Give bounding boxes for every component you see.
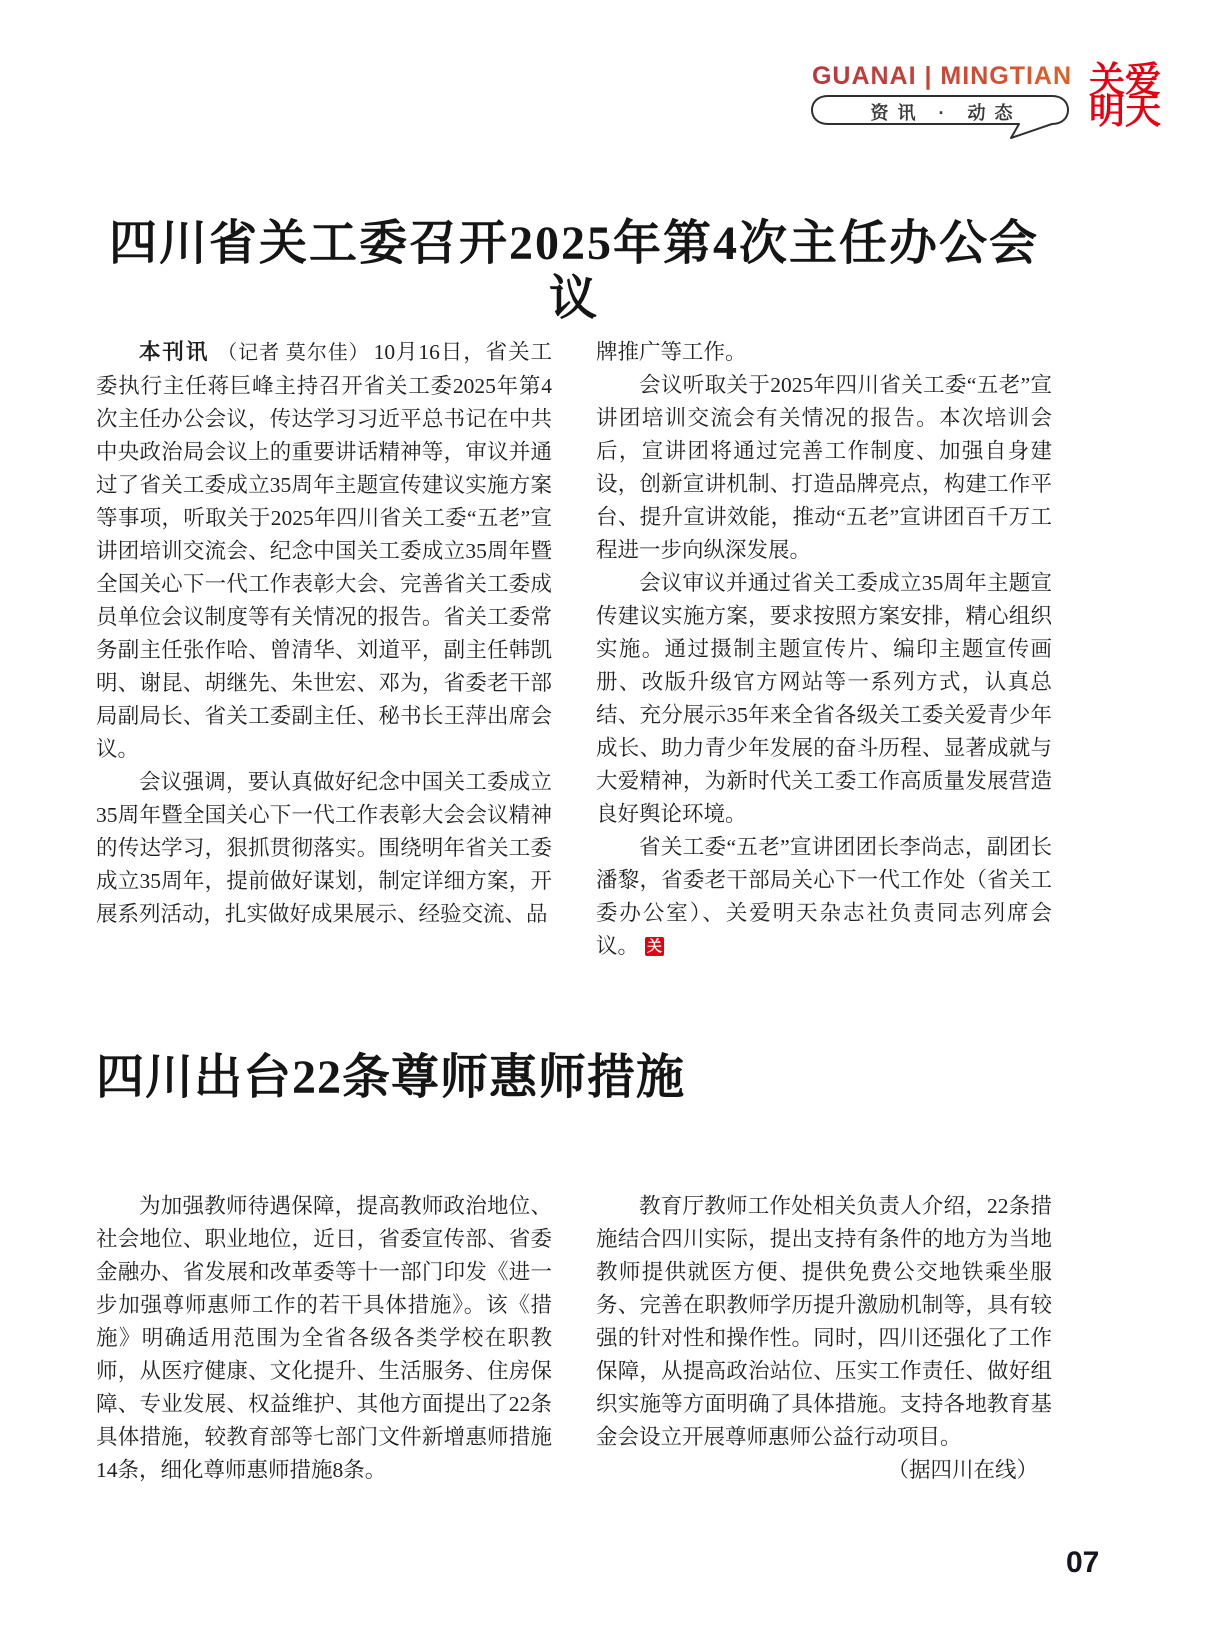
paragraph-text: 10月16日，省关工委执行主任蒋巨峰主持召开省关工委2025年第4次主任办公会议，传达学习习近平总书记在中共中央政治局会议上的重要讲话精神等，审议并通过了省关工委成立35周年主题宣传建议实施方案等事项，听取关于2025年四川省关工委“五老”宣讲团培训交流会、纪念中国关工委成立35周年暨全国关心下一代工作表彰大会、完善省关工委成员单位会议制度等有关情况的报告。省关工委常务副主任张作哈、曾清华、刘道平，副主任韩凯明、谢昆、胡继先、朱世宏、邓为，省委老干部局副局长、省关工委副主任、秘书长王萍出席会议。 (96, 340, 552, 761)
paragraph-text: 省关工委“五老”宣讲团团长李尚志，副团长潘黎，省委老干部局关心下一代工作处（省关工委办公室）、关爱明天杂志社负责同志列席会议。 (596, 835, 1052, 958)
logo-line-1: 关爱 (1088, 59, 1161, 100)
article1-paragraph-5 (596, 831, 1052, 963)
article1-paragraph-2-end: 牌推广等工作。 (596, 340, 747, 364)
page-header (811, 59, 1161, 140)
article1-body (96, 336, 1052, 963)
article1-paragraph-1 (96, 336, 552, 766)
page-number: 07 (1066, 1546, 1100, 1579)
article2-body (96, 1190, 1052, 1487)
article1-column-left (96, 336, 552, 963)
article1-title: 四川省关工委召开2025年第4次主任办公会议 (108, 217, 1039, 326)
article2-source-credit: （据四川在线） (887, 1458, 1038, 1482)
section-bubble (811, 94, 1071, 140)
dateline-label: 本刊讯 (139, 340, 210, 364)
article1-column-right (596, 336, 1052, 963)
reporter-byline: （记者 莫尔佳） (217, 342, 370, 364)
article1-paragraph-3: 会议听取关于2025年四川省关工委“五老”宣讲团培训交流会有关情况的报告。本次培训会后，宣讲团将通过完善工作制度、加强自身建设，创新宣讲机制、打造品牌亮点，构建工作平台、提升宣讲效能，推动“五老”宣讲团百千万工程进一步向纵深发展。 (596, 373, 1052, 562)
article2-paragraph-2: 教育厅教师工作处相关负责人介绍，22条措施结合四川实际，提出支持有条件的地方为当地教师提供就医方便、提供免费公交地铁乘坐服务、完善在职教师学历提升激励机制等，具有较强的针对性和操作性。同时，四川还强化了工作保障，从提高政治站位、压实工作责任、做好组织实施等方面明确了具体措施。支持各地教育基金会设立开展尊师惠师公益行动项目。 (596, 1194, 1052, 1449)
article2-title: 四川出台22条尊师惠师措施 (96, 1051, 686, 1104)
brand-wordmark: GUANAI | MINGTIAN (811, 62, 1073, 90)
section-label: 资讯 · 动态 (870, 103, 1022, 123)
logo-line-2: 明天 (1088, 90, 1161, 131)
brand-stack (811, 62, 1073, 140)
article2-paragraph-1: 为加强教师待遇保障，提高教师政治地位、社会地位、职业地位，近日，省委宣传部、省委金融办、省发展和改革委等十一部门印发《进一步加强尊师惠师工作的若干具体措施》。该《措施》明确适用范围为全省各级各类学校在职教师，从医疗健康、文化提升、生活服务、住房保障、专业发展、权益维护、其他方面提出了22条具体措施，较教育部等七部门文件新增惠师措施14条，细化尊师惠师措施8条。 (96, 1194, 552, 1482)
article-end-mark-icon: 关 (647, 938, 663, 955)
article1-paragraph-2-start: 会议强调，要认真做好纪念中国关工委成立35周年暨全国关心下一代工作表彰大会会议精神的传达学习，狠抓贯彻落实。围绕明年省关工委成立35周年，提前做好谋划，制定详细方案，开展系列活动，扎实做好成果展示、经验交流、品 (96, 770, 552, 926)
article2-column-left (96, 1190, 552, 1487)
magazine-logo (1088, 59, 1161, 131)
article1-paragraph-4: 会议审议并通过省关工委成立35周年主题宣传建议实施方案，要求按照方案安排，精心组织实施。通过摄制主题宣传片、编印主题宣传画册、改版升级官方网站等一系列方式，认真总结、充分展示35年来全省各级关工委关爱青少年成长、助力青少年发展的奋斗历程、显著成就与大爱精神，为新时代关工委工作高质量发展营造良好舆论环境。 (596, 571, 1052, 826)
article2-column-right (596, 1190, 1052, 1487)
